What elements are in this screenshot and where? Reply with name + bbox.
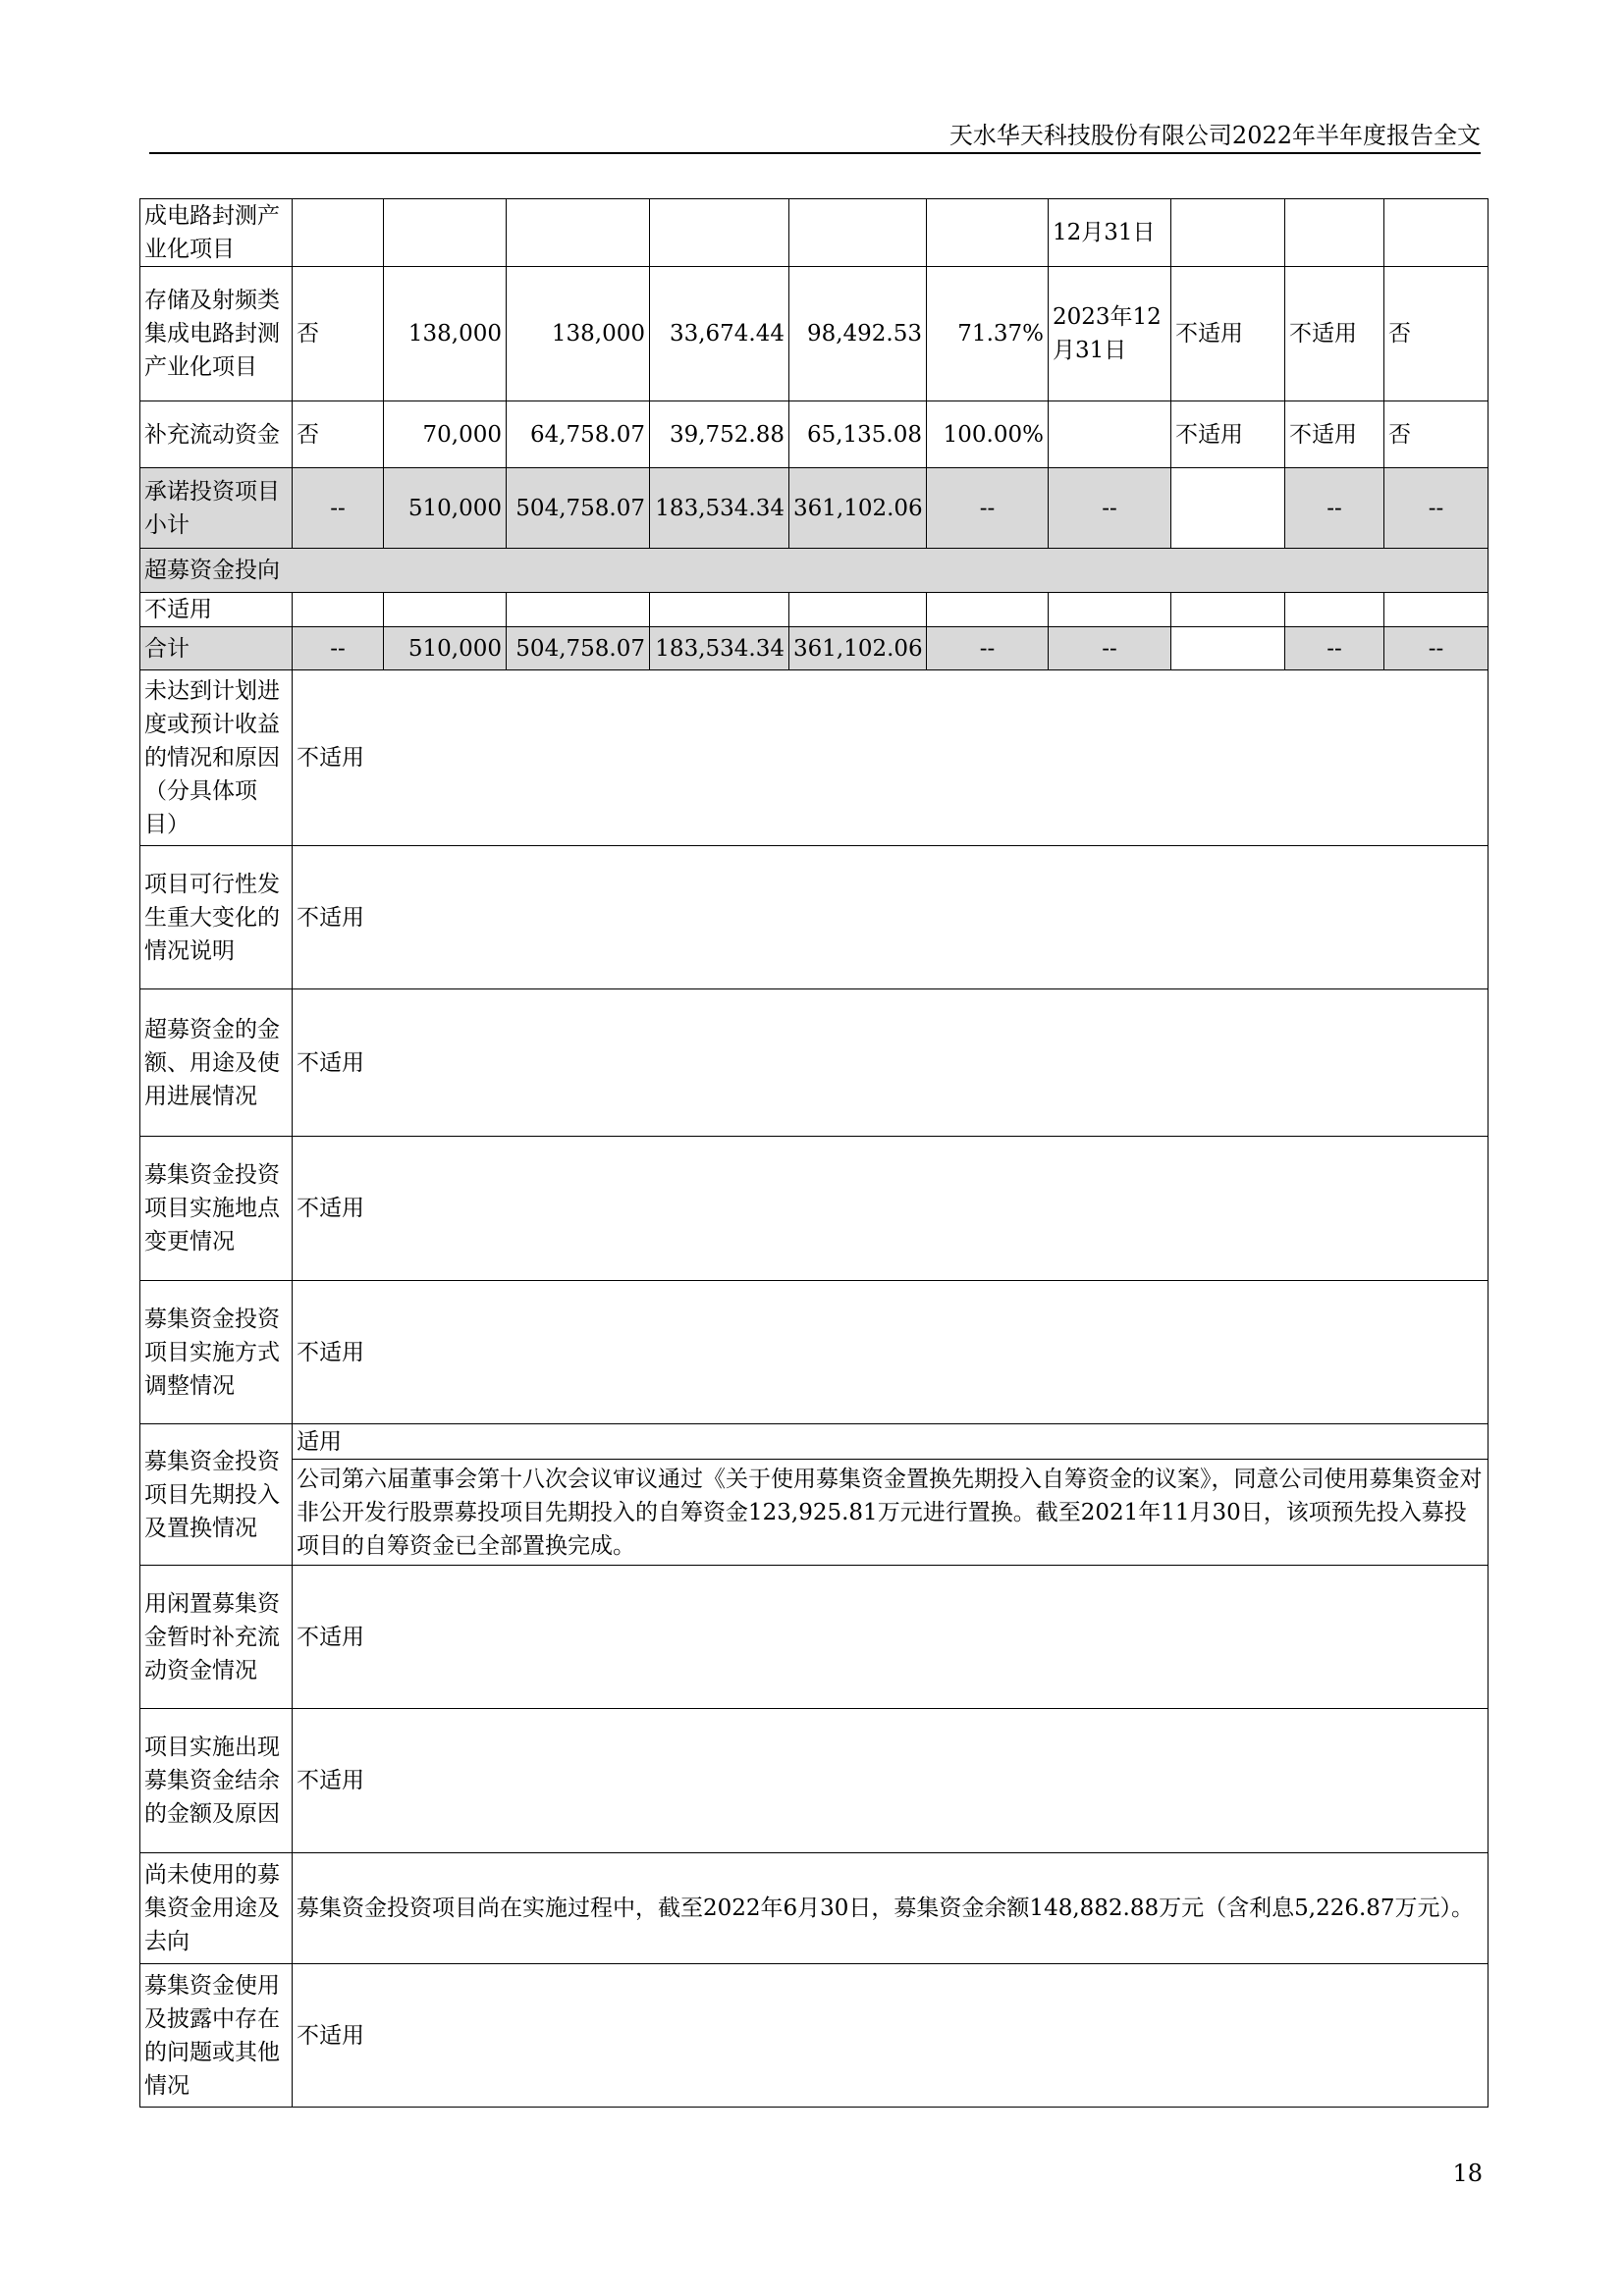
note-detail: 公司第六届董事会第十八次会议审议通过《关于使用募集资金置换先期投入自筹资金的议案》，同意公司使用募集资金对非公开发行股票募投项目先期投入的自筹资金123,925.81万元进行置换。截至2021年11月30日，该项预先投入募投项目的自筹资金已全部置换完成。 (293, 1460, 1489, 1566)
page-number: 18 (1452, 2160, 1483, 2187)
ready-date: 12月31日 (1049, 199, 1171, 267)
note-value: 不适用 (293, 989, 1489, 1137)
note-label: 募集资金投资项目实施地点变更情况 (140, 1137, 293, 1281)
note-status: 适用 (293, 1424, 1489, 1460)
total-label: 合计 (140, 627, 293, 670)
note-label: 募集资金投资项目先期投入及置换情况 (140, 1424, 293, 1566)
header-rule (149, 152, 1481, 154)
note-label: 超募资金的金额、用途及使用进展情况 (140, 989, 293, 1137)
note-row (140, 1964, 1489, 2108)
project-name: 补充流动资金 (140, 401, 293, 468)
note-value: 不适用 (293, 1566, 1489, 1709)
report-header-title: 天水华天科技股份有限公司2022年半年度报告全文 (948, 122, 1481, 149)
note-value: 不适用 (293, 1137, 1489, 1281)
table-row (140, 199, 1489, 267)
overraise-heading: 超募资金投向 (140, 549, 1489, 593)
note-label: 募集资金投资项目实施方式调整情况 (140, 1281, 293, 1424)
note-label: 项目可行性发生重大变化的情况说明 (140, 846, 293, 989)
note-label: 未达到计划进度或预计收益的情况和原因（分具体项目） (140, 670, 293, 846)
note-label: 尚未使用的募集资金用途及去向 (140, 1853, 293, 1964)
note-label: 用闲置募集资金暂时补充流动资金情况 (140, 1566, 293, 1709)
fund-usage-table (139, 198, 1489, 2108)
note-value: 募集资金投资项目尚在实施过程中，截至2022年6月30日，募集资金余额148,882.88万元（含利息5,226.87万元）。 (293, 1853, 1489, 1964)
ready-date: 2023年12月31日 (1049, 267, 1171, 401)
note-value: 不适用 (293, 670, 1489, 846)
note-row (140, 1424, 1489, 1460)
note-row (140, 1566, 1489, 1709)
section-heading-row (140, 549, 1489, 593)
note-row (140, 1281, 1489, 1424)
note-value: 不适用 (293, 1281, 1489, 1424)
table-row: 不适用 (140, 593, 1489, 627)
note-row (140, 1853, 1489, 1964)
note-row (140, 1709, 1489, 1853)
note-value: 不适用 (293, 1709, 1489, 1853)
project-name: 存储及射频类集成电路封测产业化项目 (140, 267, 293, 401)
note-row (140, 989, 1489, 1137)
note-label: 项目实施出现募集资金结余的金额及原因 (140, 1709, 293, 1853)
table-row: 补充流动资金 否 70,000 64,758.07 39,752.88 65,135.08 100.00% 不适用 不适用 否 (140, 401, 1489, 468)
note-label: 募集资金使用及披露中存在的问题或其他情况 (140, 1964, 293, 2108)
note-row (140, 670, 1489, 846)
project-name: 成电路封测产业化项目 (140, 199, 293, 267)
note-row (140, 846, 1489, 989)
total-row: 合计 -- 510,000 504,758.07 183,534.34 361,102.06 -- -- -- -- (140, 627, 1489, 670)
table-row: 存储及射频类集成电路封测产业化项目 否 138,000 138,000 33,674.44 98,492.53 71.37% 2023年12月31日 不适用 不适用 否 (140, 267, 1489, 401)
note-value: 不适用 (293, 1964, 1489, 2108)
note-value: 不适用 (293, 846, 1489, 989)
subtotal-row: 承诺投资项目小计 -- 510,000 504,758.07 183,534.34 361,102.06 -- -- -- -- (140, 468, 1489, 549)
note-row (140, 1137, 1489, 1281)
subtotal-label: 承诺投资项目小计 (140, 468, 293, 549)
note-row (140, 1460, 1489, 1566)
